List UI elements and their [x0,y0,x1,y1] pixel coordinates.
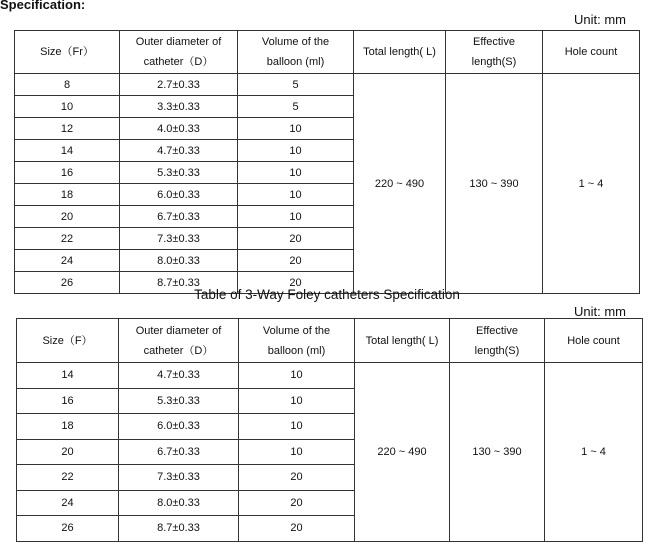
cell-size: 24 [17,490,119,516]
cell-size: 12 [15,118,120,140]
cell-outer-diameter: 7.3±0.33 [119,465,239,491]
cell-size: 14 [17,363,119,389]
header-hole-count: Hole count [543,31,640,74]
cell-outer-diameter: 3.3±0.33 [120,96,238,118]
cell-balloon-volume: 20 [238,272,354,294]
header-outer-diameter: Outer diameter of catheter（D） [119,319,239,363]
header-hole-count: Hole count [545,319,643,363]
cell-effective-length: 130 ~ 390 [450,363,545,542]
header-total-length: Total length( L) [355,319,450,363]
spec-table-3way [16,318,643,542]
cell-total-length: 220 ~ 490 [354,74,446,294]
cell-outer-diameter: 6.0±0.33 [120,184,238,206]
cell-size: 14 [15,140,120,162]
cell-balloon-volume: 20 [239,465,355,491]
cell-outer-diameter: 4.0±0.33 [120,118,238,140]
cell-size: 22 [17,465,119,491]
cell-balloon-volume: 10 [239,439,355,465]
cell-size: 8 [15,74,120,96]
table-row [17,363,643,389]
spec-table-2way [14,30,640,294]
cell-size: 22 [15,228,120,250]
cell-balloon-volume: 5 [238,74,354,96]
cell-balloon-volume: 10 [239,414,355,440]
unit-label-table1: Unit: mm [574,12,626,27]
cell-size: 18 [15,184,120,206]
header-balloon-volume: Volume of the balloon (ml) [239,319,355,363]
cell-balloon-volume: 10 [238,118,354,140]
unit-label-table2: Unit: mm [574,304,626,319]
cell-outer-diameter: 6.7±0.33 [119,439,239,465]
cell-outer-diameter: 8.7±0.33 [119,516,239,542]
cell-size: 20 [17,439,119,465]
cell-outer-diameter: 4.7±0.33 [119,363,239,389]
cell-balloon-volume: 10 [239,388,355,414]
cell-hole-count: 1 ~ 4 [545,363,643,542]
cell-total-length: 220 ~ 490 [355,363,450,542]
cell-size: 16 [17,388,119,414]
cell-outer-diameter: 5.3±0.33 [120,162,238,184]
cell-outer-diameter: 8.0±0.33 [119,490,239,516]
cell-balloon-volume: 5 [238,96,354,118]
cell-balloon-volume: 10 [238,206,354,228]
cell-outer-diameter: 6.7±0.33 [120,206,238,228]
cell-outer-diameter: 6.0±0.33 [119,414,239,440]
cell-balloon-volume: 20 [239,490,355,516]
cell-balloon-volume: 20 [238,250,354,272]
cell-outer-diameter: 4.7±0.33 [120,140,238,162]
cell-outer-diameter: 8.0±0.33 [120,250,238,272]
cell-size: 10 [15,96,120,118]
header-size: Size（Fr） [15,31,120,74]
cell-balloon-volume: 20 [238,228,354,250]
cell-balloon-volume: 20 [239,516,355,542]
cell-size: 24 [15,250,120,272]
cell-outer-diameter: 5.3±0.33 [119,388,239,414]
cell-size: 16 [15,162,120,184]
table-row [15,74,640,96]
header-total-length: Total length( L) [354,31,446,74]
cell-size: 18 [17,414,119,440]
cell-hole-count: 1 ~ 4 [543,74,640,294]
header-size: Size（F） [17,319,119,363]
section-heading: Specification: [0,0,86,12]
cell-size: 20 [15,206,120,228]
header-outer-diameter: Outer diameter of catheter（D） [120,31,238,74]
cell-effective-length: 130 ~ 390 [446,74,543,294]
cell-size: 26 [17,516,119,542]
table-header-row [15,31,640,74]
cell-outer-diameter: 8.7±0.33 [120,272,238,294]
table2-caption: Table of 3-Way Foley catheters Specification [194,287,460,302]
cell-balloon-volume: 10 [239,363,355,389]
cell-balloon-volume: 10 [238,184,354,206]
header-balloon-volume: Volume of the balloon (ml) [238,31,354,74]
cell-balloon-volume: 10 [238,162,354,184]
cell-outer-diameter: 7.3±0.33 [120,228,238,250]
cell-balloon-volume: 10 [238,140,354,162]
header-effective-length: Effective length(S) [450,319,545,363]
cell-outer-diameter: 2.7±0.33 [120,74,238,96]
header-effective-length: Effective length(S) [446,31,543,74]
table-header-row [17,319,643,363]
cell-size: 26 [15,272,120,294]
